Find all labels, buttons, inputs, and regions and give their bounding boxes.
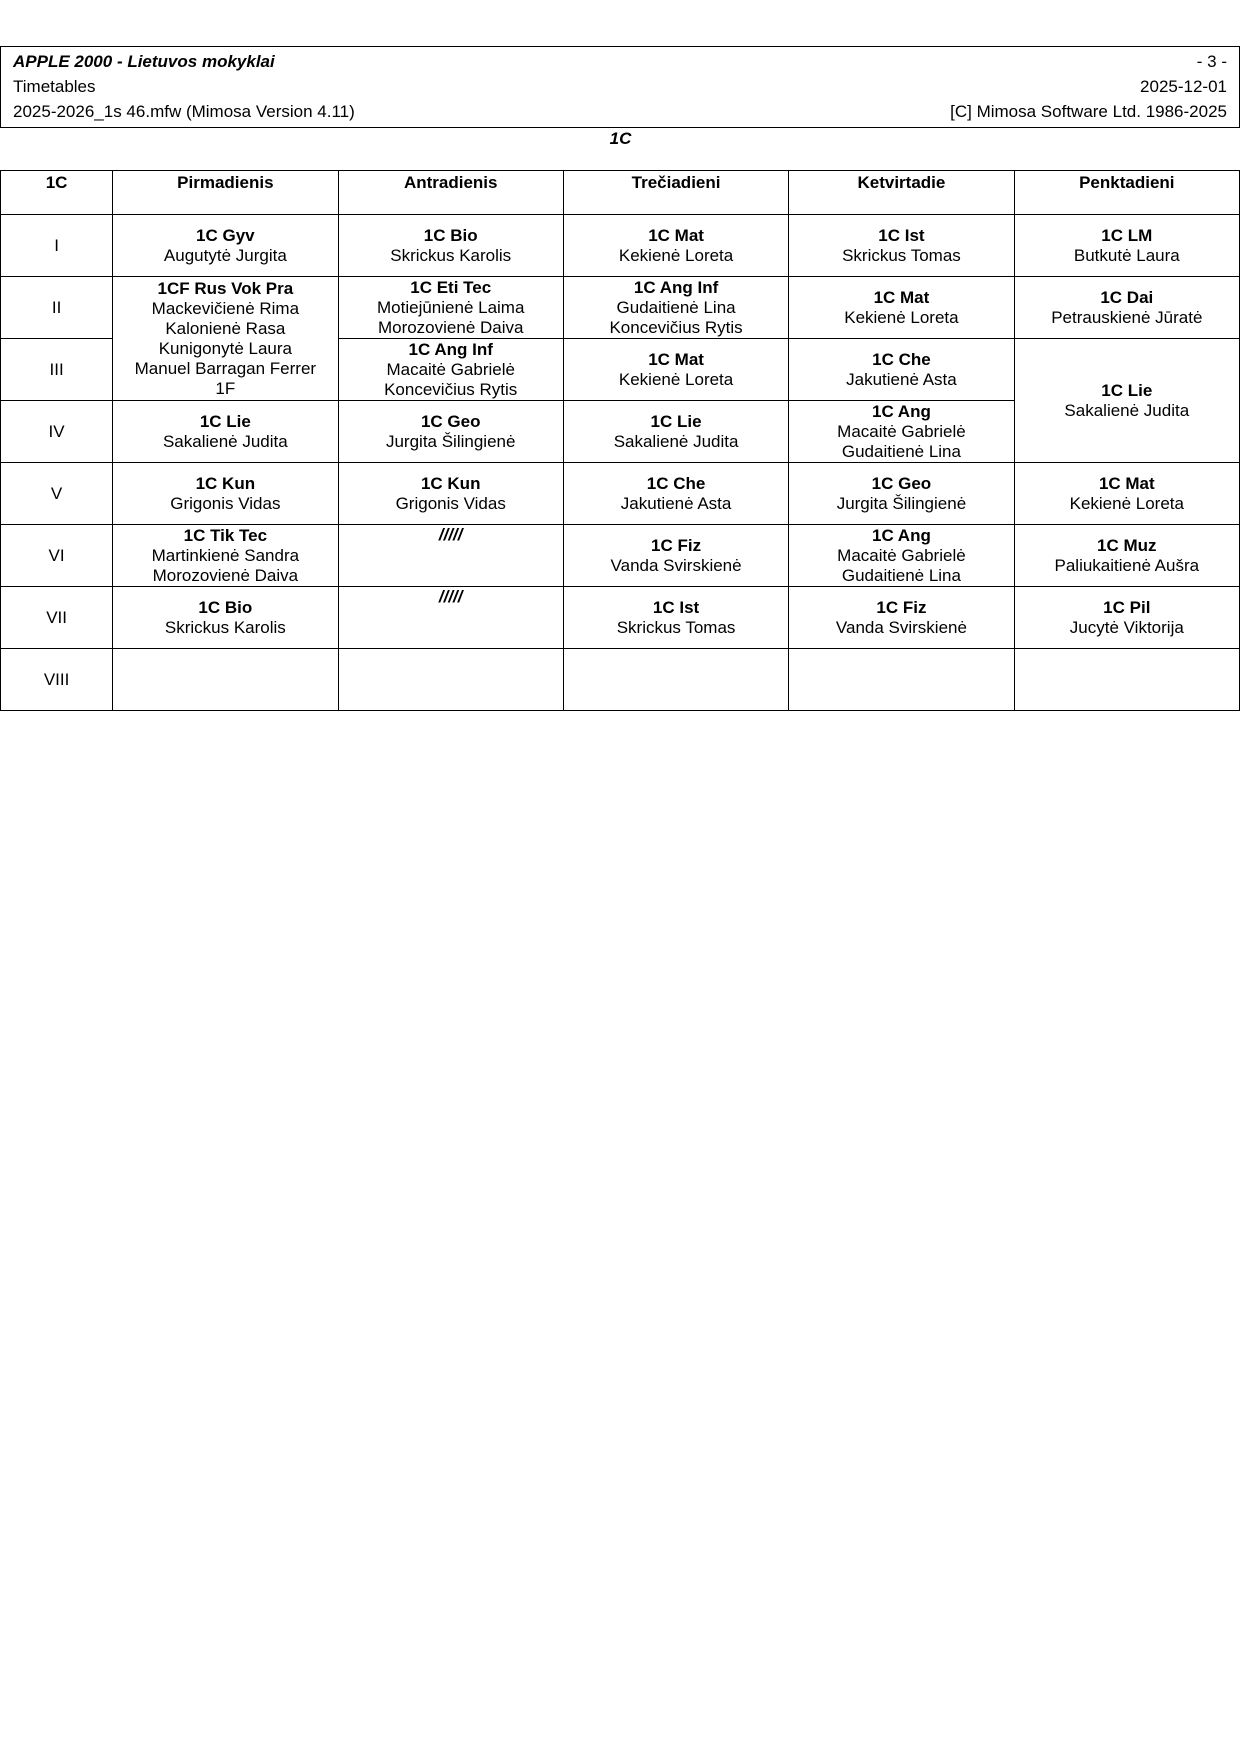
subject-name: 1C Fiz xyxy=(651,535,702,555)
report-header xyxy=(0,46,1240,128)
app-title: APPLE 2000 - Lietuvos mokyklai xyxy=(13,52,275,71)
subject-name: 1C Bio xyxy=(423,225,478,245)
page-number: - 3 - xyxy=(1196,52,1227,71)
subject-name: 1C Fiz xyxy=(876,597,927,617)
period-row xyxy=(1,277,1240,339)
period-label: II xyxy=(1,277,113,339)
lesson-cell xyxy=(113,587,338,649)
teacher-name: Manuel Barragan Ferrer xyxy=(134,358,317,378)
teacher-name: Grigonis Vidas xyxy=(170,493,281,513)
teacher-name: Morozovienė Daiva xyxy=(377,317,524,337)
teacher-name: Macaitė Gabrielė xyxy=(837,545,966,565)
day-header: Antradienis xyxy=(338,171,563,215)
subject-name: 1C Tik Tec xyxy=(183,525,268,545)
teacher-name: Gudaitienė Lina xyxy=(841,565,961,585)
subject-name: 1C Dai xyxy=(1100,287,1154,307)
teacher-name: Jucytė Viktorija xyxy=(1069,617,1184,637)
subject-name: 1C LM xyxy=(1101,225,1153,245)
teacher-name: Skrickus Tomas xyxy=(842,245,961,265)
teacher-name: Vanda Svirskienė xyxy=(610,555,742,575)
corner-cell: 1C xyxy=(1,171,113,215)
unavailable-mark: ///// xyxy=(438,525,463,544)
subject-name: 1C Eti Tec xyxy=(410,277,492,297)
subject-name: 1C Che xyxy=(646,473,706,493)
teacher-name: Skrickus Karolis xyxy=(164,617,286,637)
subject-name: 1C Geo xyxy=(420,411,481,431)
teacher-name: Sakalienė Judita xyxy=(162,431,288,451)
lesson-cell xyxy=(563,215,788,277)
lesson-cell xyxy=(338,339,563,401)
subject-name: 1C Mat xyxy=(648,349,704,369)
subject-name: 1C Kun xyxy=(195,473,256,493)
subject-name: 1C Pil xyxy=(1103,597,1151,617)
teacher-name: Paliukaitienė Aušra xyxy=(1054,555,1200,575)
period-row xyxy=(1,525,1240,587)
teacher-name: Jakutienė Asta xyxy=(846,369,957,389)
subject-name: 1C Geo xyxy=(871,473,932,493)
subject-name: 1C Kun xyxy=(420,473,481,493)
header-line-2 xyxy=(13,76,1227,98)
period-label: VI xyxy=(1,525,113,587)
empty-cell xyxy=(1014,649,1239,711)
lesson-cell xyxy=(113,215,338,277)
teacher-name: Sakalienė Judita xyxy=(613,431,739,451)
lesson-cell xyxy=(338,525,563,587)
teacher-name: Sakalienė Judita xyxy=(1064,400,1190,420)
teacher-name: Jurgita Šilingienė xyxy=(385,431,516,451)
report-date: 2025-12-01 xyxy=(1140,77,1227,96)
subject-name: 1CF Rus Vok Pra xyxy=(157,278,294,298)
period-row xyxy=(1,649,1240,711)
subject-name: 1C Lie xyxy=(1101,380,1153,400)
teacher-name: Motiejūnienė Laima xyxy=(377,297,525,317)
subject-name: 1C Ang Inf xyxy=(633,277,719,297)
timetable-caption: 1C xyxy=(609,129,632,148)
period-label: VIII xyxy=(1,649,113,711)
lesson-cell xyxy=(1014,587,1239,649)
teacher-name: Skrickus Karolis xyxy=(390,245,512,265)
teacher-name: Kalonienė Rasa xyxy=(165,318,286,338)
lesson-cell xyxy=(1014,277,1239,339)
teacher-name: Koncevičius Rytis xyxy=(384,379,518,399)
empty-cell xyxy=(338,649,563,711)
file-name: 2025-2026_1s 46.mfw (Mimosa Version 4.11) xyxy=(13,102,355,121)
teacher-name: Petrauskienė Jūratė xyxy=(1051,307,1203,327)
lesson-cell xyxy=(789,401,1014,463)
lesson-cell xyxy=(789,339,1014,401)
empty-cell xyxy=(113,649,338,711)
timetable xyxy=(0,170,1240,711)
lesson-cell xyxy=(789,277,1014,339)
lesson-cell xyxy=(113,401,338,463)
subject-name: 1C Che xyxy=(872,349,931,369)
lesson-cell xyxy=(563,587,788,649)
subject-name: 1C Ang xyxy=(871,401,931,421)
teacher-name: Gudaitienė Lina xyxy=(841,441,961,461)
subject-name: 1C Mat xyxy=(1098,473,1155,493)
lesson-cell xyxy=(563,525,788,587)
teacher-name: Koncevičius Rytis xyxy=(609,317,743,337)
teacher-name: Butkutė Laura xyxy=(1073,245,1180,265)
teacher-name: Gudaitienė Lina xyxy=(616,297,736,317)
teacher-name: Kekienė Loreta xyxy=(844,307,959,327)
period-label: V xyxy=(1,463,113,525)
subject-name: 1C Muz xyxy=(1097,535,1157,555)
teacher-name: Jakutienė Asta xyxy=(620,493,732,513)
day-header: Ketvirtadie xyxy=(789,171,1014,215)
lesson-cell xyxy=(113,277,338,401)
lesson-cell xyxy=(1014,463,1239,525)
document-type: Timetables xyxy=(13,77,96,96)
subject-name: 1C Bio xyxy=(198,597,253,617)
lesson-cell xyxy=(1014,339,1239,463)
group-name: 1F xyxy=(215,378,236,398)
subject-name: 1C Lie xyxy=(199,411,251,431)
lesson-cell xyxy=(563,277,788,339)
subject-name: 1C Ist xyxy=(878,225,925,245)
lesson-cell xyxy=(1014,215,1239,277)
period-row xyxy=(1,587,1240,649)
teacher-name: Kekienė Loreta xyxy=(1069,493,1184,513)
teacher-name: Kekienė Loreta xyxy=(618,369,734,389)
lesson-cell xyxy=(1014,525,1239,587)
header-row xyxy=(1,171,1240,215)
teacher-name: Kunigonytė Laura xyxy=(158,338,292,358)
day-header: Pirmadienis xyxy=(113,171,338,215)
lesson-cell xyxy=(563,401,788,463)
lesson-cell xyxy=(113,463,338,525)
lesson-cell xyxy=(338,401,563,463)
subject-name: 1C Ang Inf xyxy=(408,339,493,359)
period-label: I xyxy=(1,215,113,277)
teacher-name: Mackevičienė Rima xyxy=(151,298,300,318)
lesson-cell xyxy=(563,339,788,401)
teacher-name: Skrickus Tomas xyxy=(616,617,736,637)
subject-name: 1C Mat xyxy=(648,225,704,245)
subject-name: 1C Lie xyxy=(650,411,702,431)
lesson-cell xyxy=(338,215,563,277)
teacher-name: Grigonis Vidas xyxy=(395,493,506,513)
lesson-cell xyxy=(338,587,563,649)
header-line-3 xyxy=(13,101,1227,123)
period-label: VII xyxy=(1,587,113,649)
subject-name: 1C Gyv xyxy=(196,225,255,245)
teacher-name: Macaitė Gabrielė xyxy=(386,359,515,379)
day-header: Penktadieni xyxy=(1014,171,1239,215)
lesson-cell xyxy=(113,525,338,587)
teacher-name: Martinkienė Sandra xyxy=(151,545,300,565)
lesson-cell xyxy=(789,525,1014,587)
teacher-name: Jurgita Šilingienė xyxy=(836,493,967,513)
subject-name: 1C Ang xyxy=(871,525,931,545)
teacher-name: Macaitė Gabrielė xyxy=(837,421,966,441)
teacher-name: Morozovienė Daiva xyxy=(152,565,299,585)
lesson-cell xyxy=(789,215,1014,277)
lesson-cell xyxy=(789,587,1014,649)
period-label: IV xyxy=(1,401,113,463)
lesson-cell xyxy=(789,463,1014,525)
period-row xyxy=(1,463,1240,525)
day-header: Trečiadieni xyxy=(563,171,788,215)
lesson-cell xyxy=(563,463,788,525)
lesson-cell xyxy=(338,463,563,525)
copyright: [C] Mimosa Software Ltd. 1986-2025 xyxy=(950,102,1227,121)
unavailable-mark: ///// xyxy=(438,587,463,606)
empty-cell xyxy=(563,649,788,711)
period-row xyxy=(1,215,1240,277)
empty-cell xyxy=(789,649,1014,711)
subject-name: 1C Mat xyxy=(873,287,930,307)
teacher-name: Augutytė Jurgita xyxy=(163,245,287,265)
teacher-name: Kekienė Loreta xyxy=(618,245,734,265)
teacher-name: Vanda Svirskienė xyxy=(835,617,967,637)
lesson-cell xyxy=(338,277,563,339)
period-label: III xyxy=(1,339,113,401)
header-line-1 xyxy=(13,51,1227,73)
subject-name: 1C Ist xyxy=(652,597,700,617)
